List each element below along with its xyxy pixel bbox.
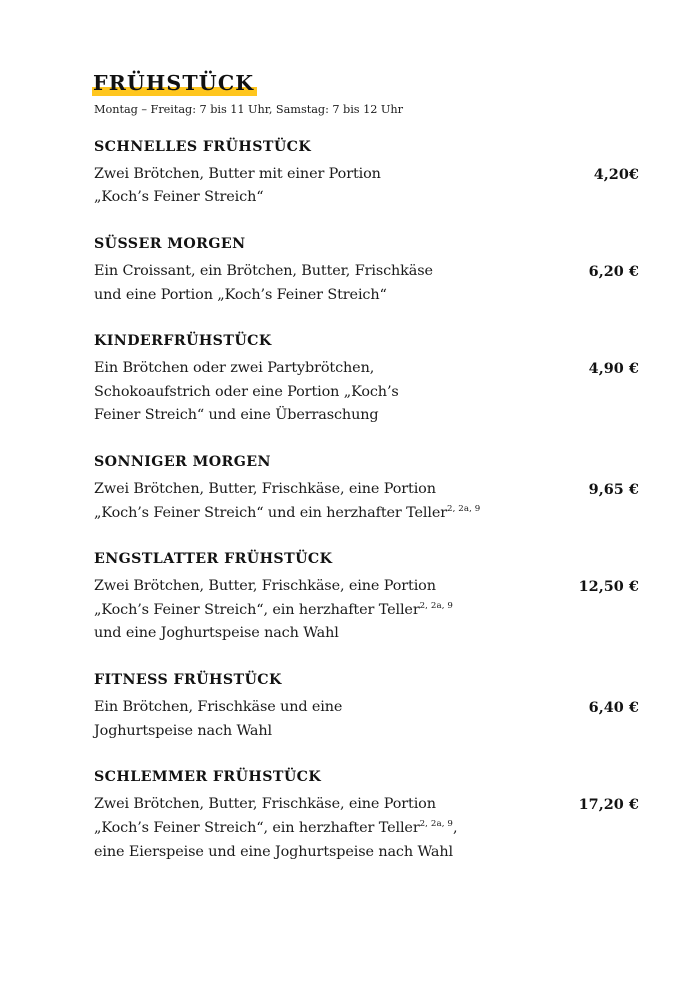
menu-item-description-line (94, 260, 433, 284)
menu-item-description-line (94, 599, 453, 623)
menu-item-description-line (94, 502, 480, 526)
description-text: „Koch’s Feiner Streich“ (94, 189, 264, 206)
menu-item-description-line (94, 720, 342, 744)
section-title: FRÜHSTÜCK (92, 72, 257, 95)
menu-item-body (92, 696, 639, 743)
menu-item-price: 4,20€ (593, 165, 639, 183)
menu-item-description (94, 575, 453, 646)
section-opening-hours: Montag – Freitag: 7 bis 11 Uhr, Samstag: 7 bis 12 Uhr (94, 102, 403, 116)
menu-item (92, 236, 639, 307)
description-text: und eine Portion „Koch’s Feiner Streich“ (94, 286, 387, 303)
description-text: Zwei Brötchen, Butter, Frischkäse, eine Portion (94, 578, 436, 595)
description-text: Ein Brötchen, Frischkäse und eine (94, 699, 343, 716)
menu-item (92, 551, 639, 646)
description-suffix: , (452, 819, 458, 836)
section-header (92, 72, 639, 117)
description-text: Ein Croissant, ein Brötchen, Butter, Frischkäse (94, 263, 433, 280)
menu-item (92, 672, 639, 743)
description-text: Feiner Streich“ und eine Überraschung (94, 407, 379, 424)
menu-item-description-line (94, 696, 342, 720)
menu-item-description-line (94, 381, 399, 405)
menu-item-description (94, 163, 381, 210)
menu-item-description-line (94, 575, 453, 599)
description-text: Joghurtspeise nach Wahl (94, 722, 273, 739)
menu-item-name: SONNIGER MORGEN (94, 454, 271, 471)
menu-item-description (94, 478, 480, 525)
menu-item-description-line (94, 404, 399, 428)
description-text: „Koch’s Feiner Streich“, ein herzhafter Teller (94, 819, 420, 836)
menu-item-price: 12,50 € (578, 578, 639, 596)
description-text: Ein Brötchen oder zwei Partybrötchen, (94, 360, 375, 377)
menu-item-body (92, 260, 639, 307)
menu-item-list (92, 139, 639, 864)
menu-item-name: SCHLEMMER FRÜHSTÜCK (94, 769, 322, 786)
menu-item (92, 769, 639, 864)
menu-item-body (92, 793, 639, 864)
description-text: Schokoaufstrich oder eine Portion „Koch’s (94, 383, 399, 400)
menu-item-body (92, 357, 639, 428)
menu-item-description (94, 696, 342, 743)
menu-item-description-line (94, 284, 433, 308)
menu-item-description-line (94, 817, 457, 841)
menu-item-description (94, 793, 457, 864)
description-text: Zwei Brötchen, Butter, Frischkäse, eine Portion (94, 481, 436, 498)
description-text: Zwei Brötchen, Butter, Frischkäse, eine Portion (94, 796, 436, 813)
description-text: eine Eierspeise und eine Joghurtspeise nach Wahl (94, 843, 453, 860)
menu-item-price: 9,65 € (588, 481, 639, 499)
menu-item-description (94, 260, 433, 307)
menu-item-price: 6,20 € (588, 263, 639, 281)
description-text: „Koch’s Feiner Streich“, ein herzhafter Teller (94, 601, 420, 618)
menu-item-body (92, 575, 639, 646)
allergen-footnote-marker: 2, 2a, 9 (419, 819, 453, 830)
allergen-footnote-marker: 2, 2a, 9 (419, 601, 453, 612)
menu-item-description-line (94, 478, 480, 502)
menu-item-body (92, 163, 639, 210)
menu-item-description (94, 357, 399, 428)
menu-item-name: SCHNELLES FRÜHSTÜCK (94, 138, 312, 155)
menu-item-price: 17,20 € (578, 796, 639, 814)
menu-item-name: FITNESS FRÜHSTÜCK (94, 672, 282, 689)
menu-item (92, 454, 639, 525)
menu-item-price: 6,40 € (588, 699, 639, 717)
menu-item-description-line (94, 622, 453, 646)
menu-item-body (92, 478, 639, 525)
description-text: Zwei Brötchen, Butter mit einer Portion (94, 165, 381, 182)
menu-item-name: SÜSSER MORGEN (94, 236, 246, 253)
allergen-footnote-marker: 2, 2a, 9 (446, 503, 481, 514)
menu-item-description-line (94, 841, 457, 865)
menu-item (92, 333, 639, 428)
description-text: „Koch’s Feiner Streich“ und ein herzhafter Teller (94, 504, 447, 521)
menu-item (92, 139, 639, 210)
menu-item-name: KINDERFRÜHSTÜCK (94, 333, 272, 350)
menu-item-description-line (94, 186, 381, 210)
menu-item-description-line (94, 163, 381, 187)
menu-item-description-line (94, 357, 399, 381)
menu-item-name: ENGSTLATTER FRÜHSTÜCK (94, 551, 333, 568)
description-text: und eine Joghurtspeise nach Wahl (94, 625, 339, 642)
menu-item-price: 4,90 € (588, 360, 639, 378)
menu-item-description-line (94, 793, 457, 817)
